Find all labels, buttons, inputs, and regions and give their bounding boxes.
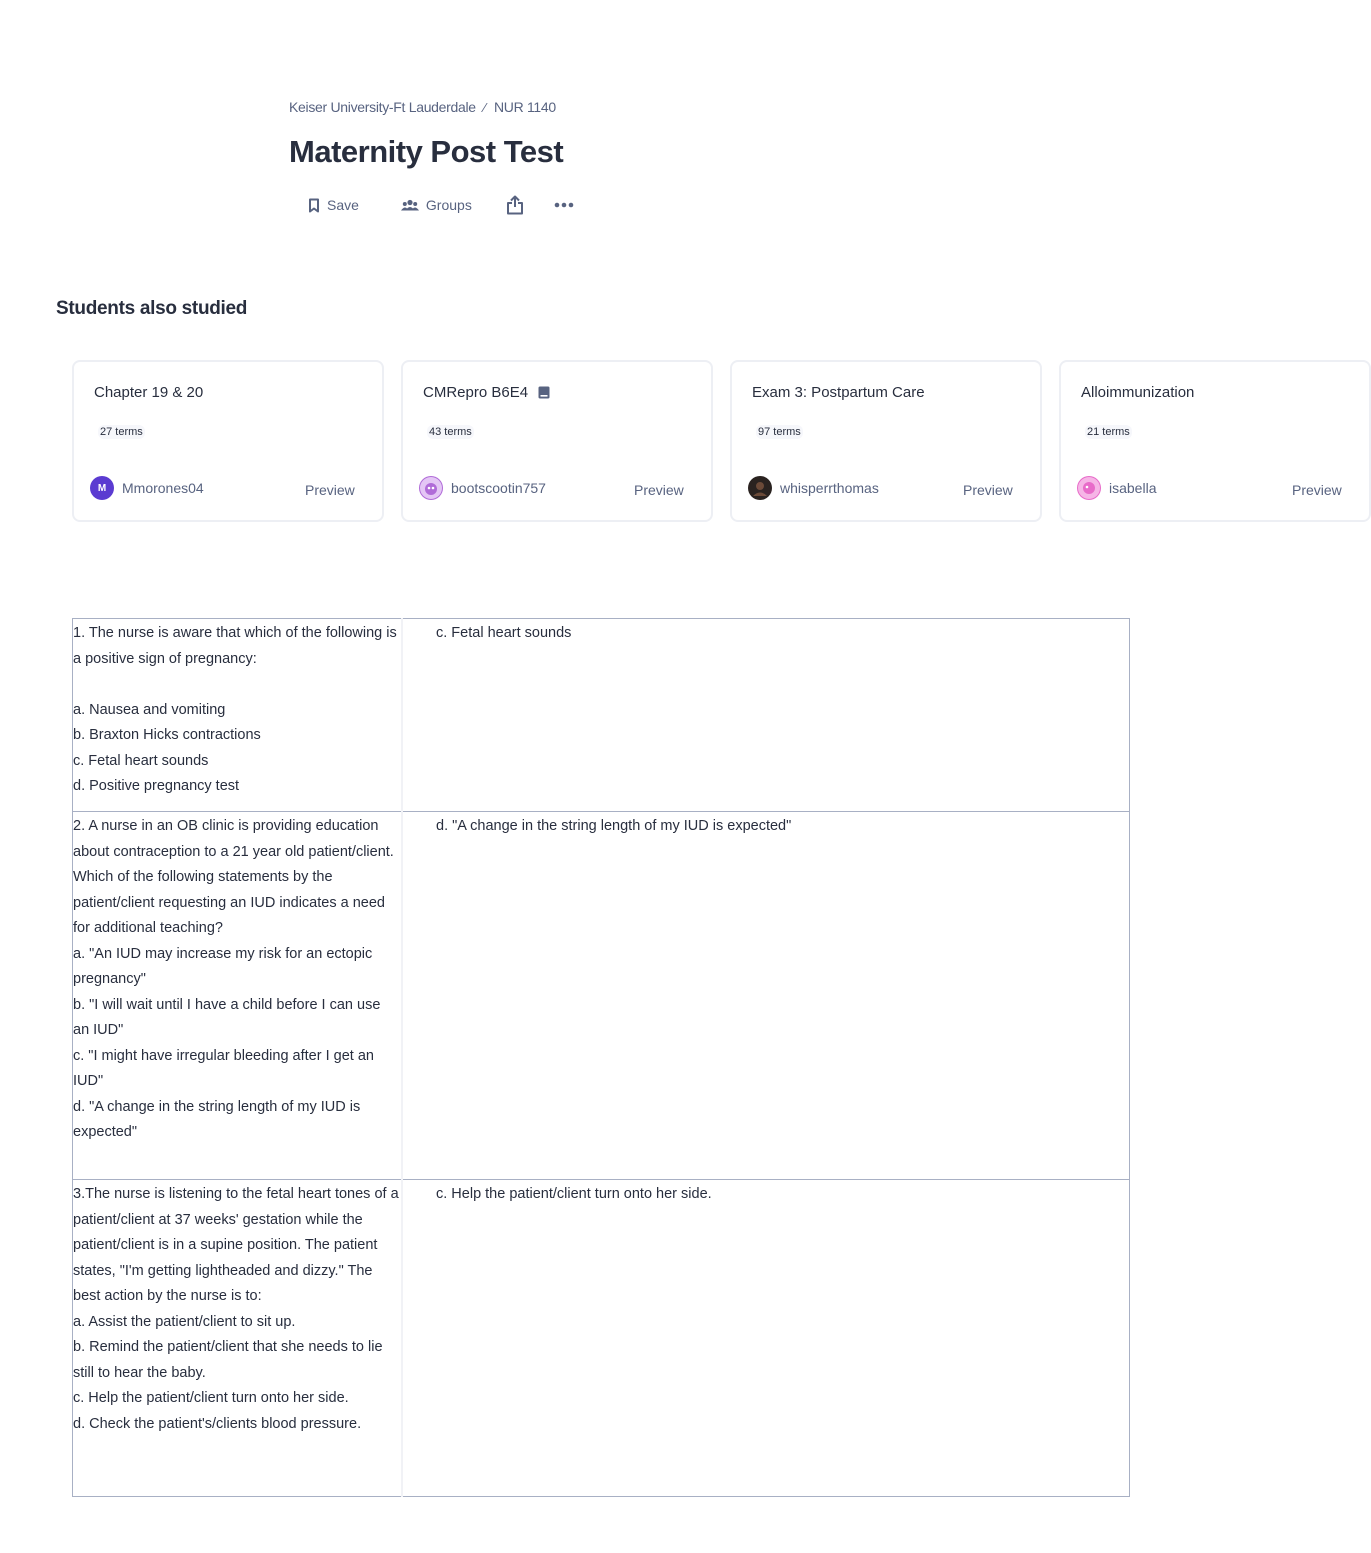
set-actions: [300, 190, 582, 220]
term-line: b. "I will wait until I have a child before I can use an IUD": [73, 996, 385, 1038]
save-label: Save: [327, 197, 359, 213]
textbook-badge-icon: [538, 386, 550, 399]
related-set-title: Chapter 19 & 20: [94, 384, 204, 401]
avatar: M: [90, 476, 114, 500]
creator-username: isabella: [1109, 480, 1157, 496]
term-count: 21 terms: [1087, 426, 1130, 438]
table-row: [73, 1180, 1130, 1497]
term-line: a. Nausea and vomiting: [73, 701, 226, 718]
related-set-card[interactable]: [1059, 360, 1371, 522]
term-line: c. Fetal heart sounds: [73, 752, 209, 769]
creator-username: Mmorones04: [122, 480, 204, 496]
definition-cell: d. "A change in the string length of my IUD is expected": [402, 812, 1130, 1180]
related-set-title: Alloimmunization: [1081, 384, 1195, 401]
flashcard-table: [72, 618, 1130, 1497]
avatar-image-icon: [419, 476, 443, 500]
table-row: [73, 619, 1130, 812]
preview-button[interactable]: Preview: [634, 482, 684, 498]
term-count: 27 terms: [100, 426, 143, 438]
avatar-image-icon: [748, 476, 772, 500]
term-line: a. "An IUD may increase my risk for an ectopic pregnancy": [73, 945, 377, 987]
term-line: d. Positive pregnancy test: [73, 778, 240, 794]
save-button[interactable]: [300, 197, 367, 213]
related-set-card[interactable]: [401, 360, 713, 522]
avatar: [748, 476, 772, 500]
term-cell: [73, 619, 403, 812]
related-set-card[interactable]: [730, 360, 1042, 522]
preview-button[interactable]: Preview: [1292, 482, 1342, 498]
page-title: Maternity Post Test: [289, 134, 564, 169]
definition-cell: c. Help the patient/client turn onto her side.: [402, 1180, 1130, 1497]
definition-cell: c. Fetal heart sounds: [402, 619, 1130, 812]
term-line: 3.The nurse is listening to the fetal heart tones of a patient/client at 37 weeks' gestation while the patient/client is in a supine position. The patient states, "I'm getting lightheaded and dizzy." The best action by the nurse is to:: [73, 1186, 403, 1304]
share-button[interactable]: [498, 195, 532, 215]
creator-username: whisperrthomas: [780, 480, 879, 496]
bookmark-icon: [308, 198, 320, 213]
term-line: c. "I might have irregular bleeding after I get an IUD": [73, 1047, 378, 1089]
more-icon: [554, 202, 574, 208]
related-set-title: CMRepro B6E4: [423, 384, 550, 401]
table-row: [73, 812, 1130, 1180]
preview-button[interactable]: Preview: [305, 482, 355, 498]
breadcrumb-separator: ∕: [483, 99, 486, 115]
breadcrumb-course-link[interactable]: NUR 1140: [493, 99, 556, 115]
breadcrumb-school-link[interactable]: Keiser University-Ft Lauderdale: [289, 99, 476, 115]
set-creator[interactable]: [90, 476, 204, 500]
groups-label: Groups: [425, 197, 472, 213]
set-creator[interactable]: [748, 476, 879, 500]
term-count: 97 terms: [758, 426, 801, 438]
related-sets-carousel[interactable]: [70, 358, 1342, 528]
term-line: a. Assist the patient/client to sit up.: [73, 1313, 296, 1330]
term-line: c. Help the patient/client turn onto her side.: [73, 1390, 349, 1406]
more-button[interactable]: [546, 202, 582, 208]
term-line: d. "A change in the string length of my IUD is expected": [73, 1098, 365, 1140]
breadcrumb: [289, 97, 556, 117]
related-set-card[interactable]: [72, 360, 384, 522]
preview-button[interactable]: Preview: [963, 482, 1013, 498]
share-icon: [506, 195, 524, 215]
term-cell: [73, 812, 403, 1180]
term-line: [73, 672, 399, 698]
students-also-studied-heading: Students also studied: [56, 298, 248, 319]
term-line: 1. The nurse is aware that which of the following is a positive sign of pregnancy:: [73, 625, 401, 667]
groups-button[interactable]: [393, 197, 480, 213]
groups-icon: [401, 199, 419, 211]
term-line: 2. A nurse in an OB clinic is providing education about contraception to a 21 year old patient/client. Which of the following statements by the patient/client requesting an IUD indicates a need for additional teaching?: [73, 818, 398, 936]
term-line: d. Check the patient's/clients blood pressure.: [73, 1415, 362, 1432]
related-set-title: Exam 3: Postpartum Care: [752, 384, 925, 401]
set-creator[interactable]: [1077, 476, 1156, 500]
avatar: [1077, 476, 1101, 500]
term-line: b. Remind the patient/client that she needs to lie still to hear the baby.: [73, 1339, 387, 1381]
avatar-image-icon: [1077, 476, 1101, 500]
term-count: 43 terms: [429, 426, 472, 438]
avatar: [419, 476, 443, 500]
term-line: b. Braxton Hicks contractions: [73, 727, 261, 743]
term-cell: [73, 1180, 403, 1497]
creator-username: bootscootin757: [451, 480, 546, 496]
set-creator[interactable]: [419, 476, 546, 500]
